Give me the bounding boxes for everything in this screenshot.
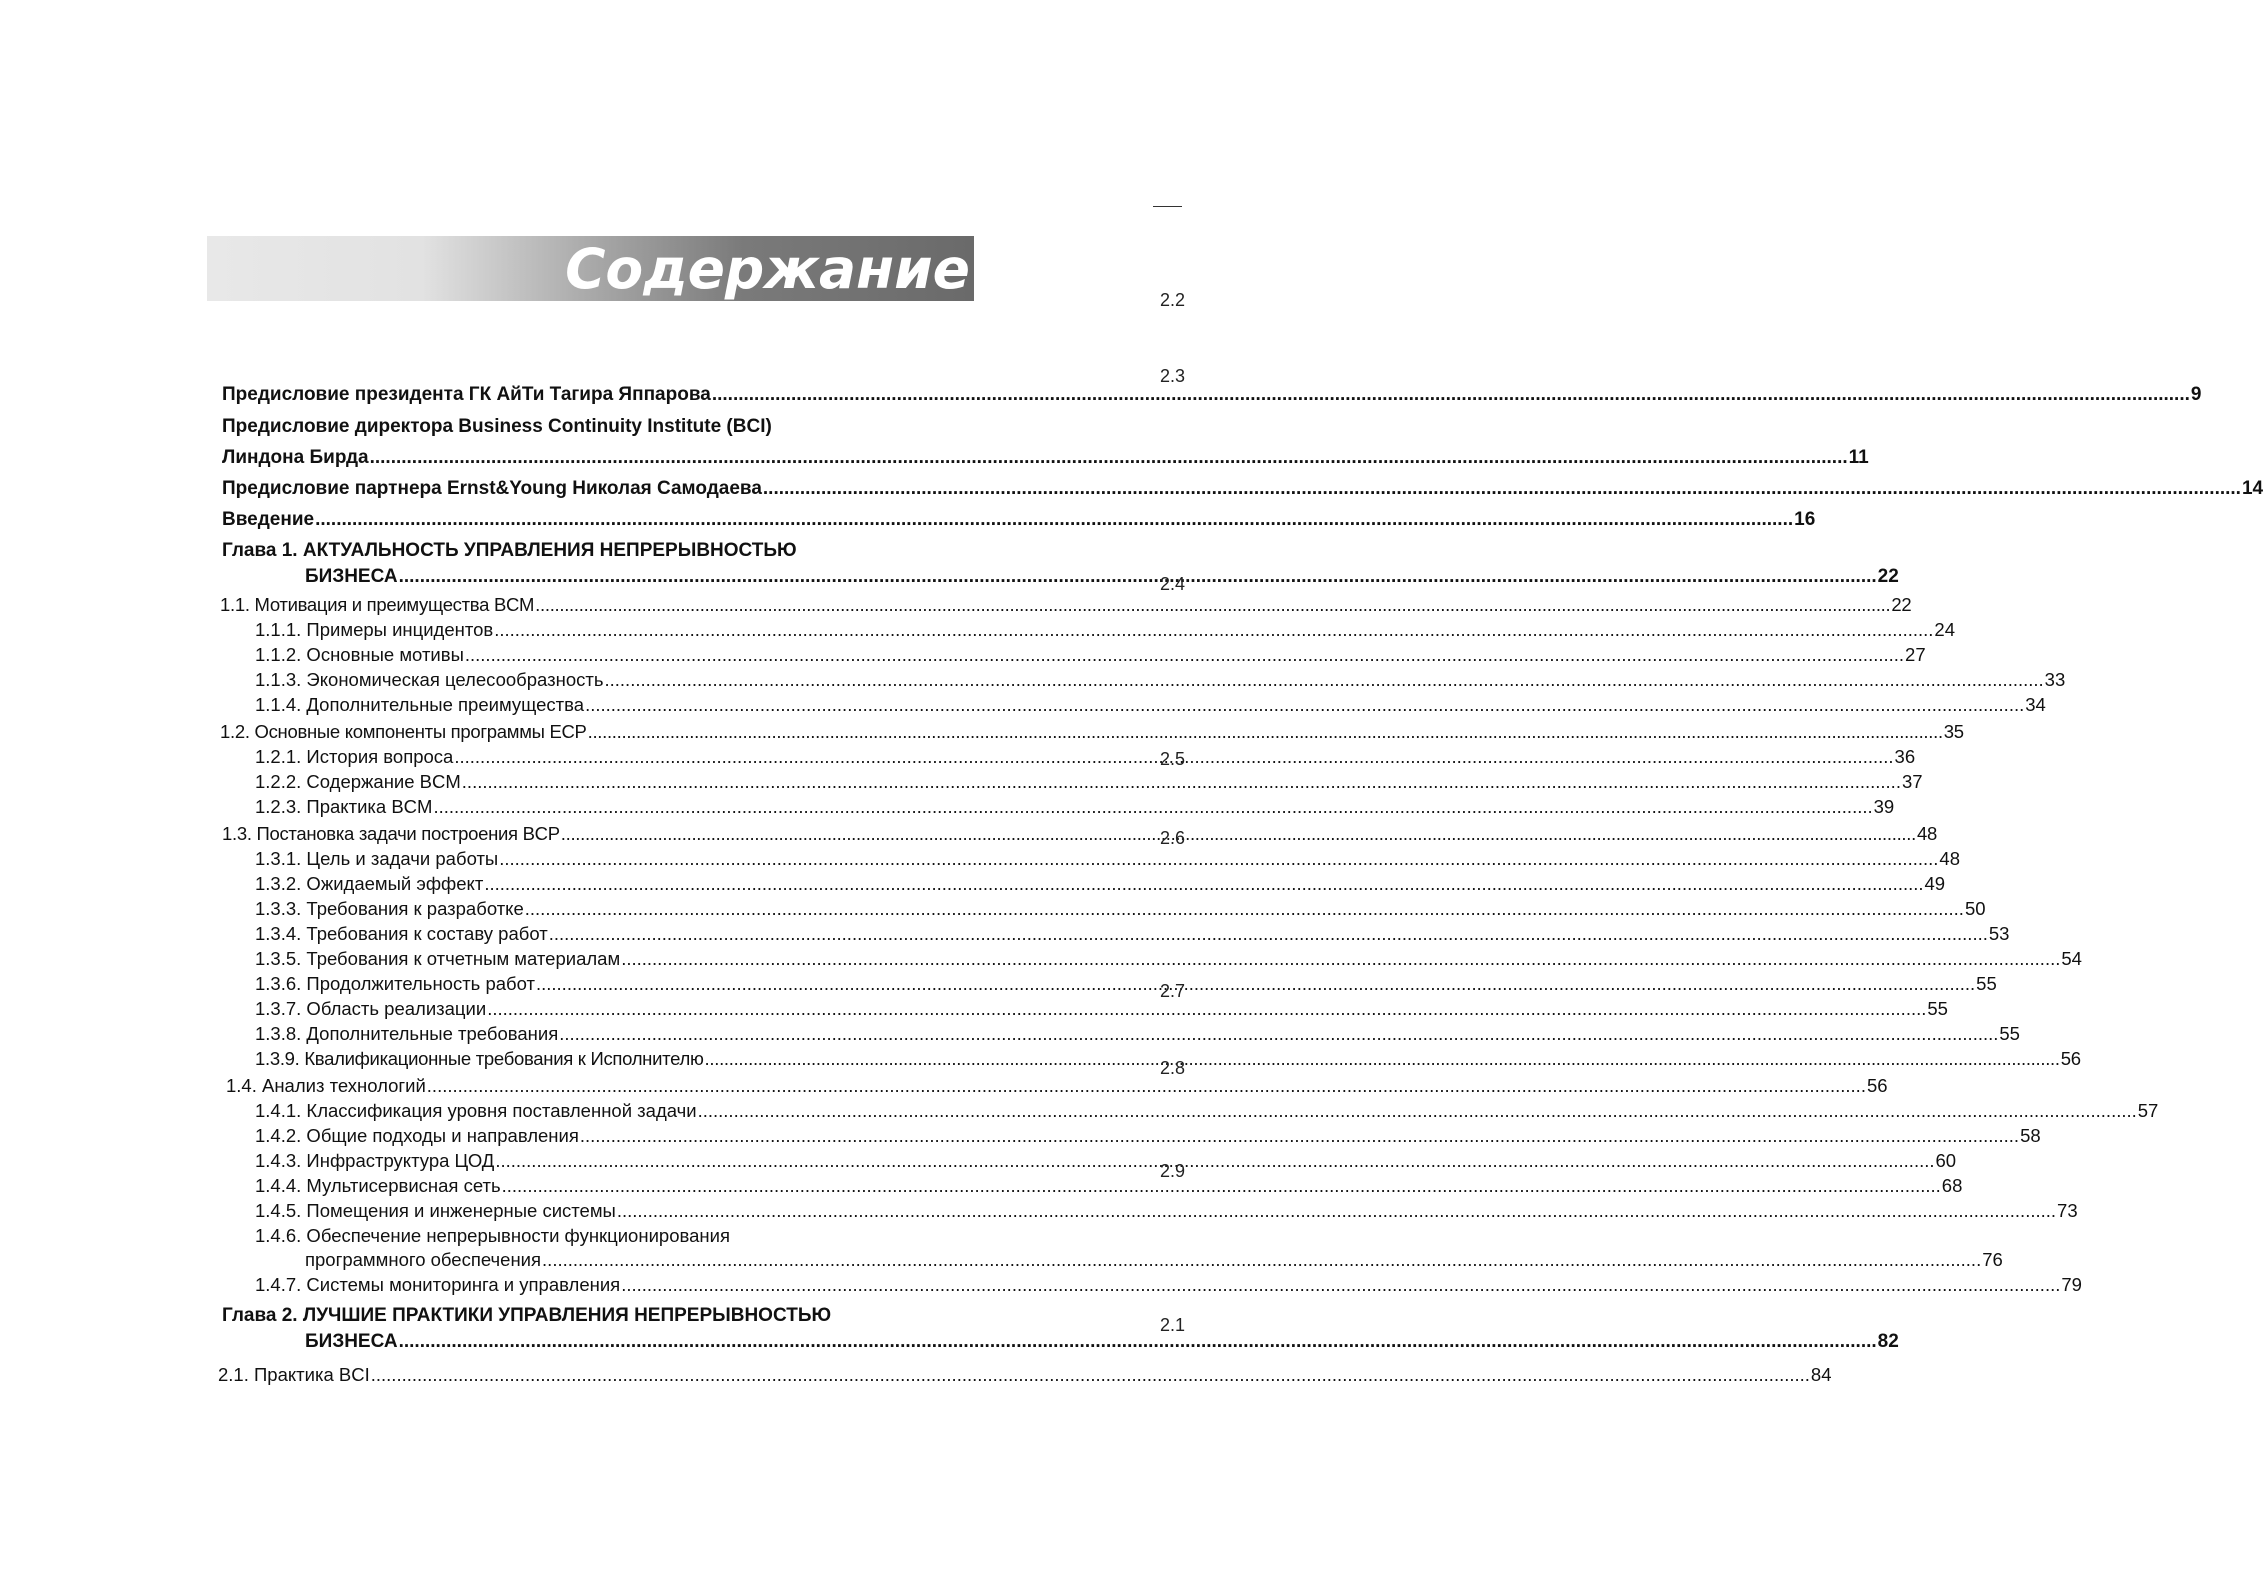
toc-entry-label: 1.3.4. Требования к составу работ — [255, 923, 548, 944]
next-page-fragment: 2.4 — [1160, 574, 1186, 594]
toc-entry-label: 1.3.6. Продолжительность работ — [255, 973, 535, 994]
toc-entry-1-4-5[interactable] — [255, 1199, 2078, 1223]
toc-page-number: 56 — [1866, 1075, 1888, 1096]
leader-dots — [502, 1174, 1941, 1198]
toc-entry-label: 1.3.2. Ожидаемый эффект — [255, 873, 484, 894]
toc-entry-label: 1.3.8. Дополнительные требования — [255, 1023, 559, 1044]
leader-dots — [712, 383, 2190, 407]
toc-entry-label: БИЗНЕСА — [305, 1331, 398, 1352]
toc-entry-1-4-6[interactable] — [305, 1248, 2003, 1272]
leader-dots — [371, 1363, 1810, 1387]
toc-entry-preface-ey[interactable] — [222, 477, 2263, 501]
toc-entry-chapter2[interactable] — [305, 1330, 1899, 1354]
toc-entry-label: 1.3. Постановка задачи построения BCP — [222, 823, 560, 844]
leader-dots — [536, 972, 1975, 996]
leader-dots — [617, 1199, 2056, 1223]
toc-entry-label: 1.3.7. Область реализации — [255, 998, 487, 1019]
toc-entry-2-1[interactable] — [218, 1363, 1832, 1387]
toc-entry-preface-bci-line1[interactable]: Предисловие директора Business Continuity Institute (BCI) — [222, 416, 772, 437]
leader-dots — [427, 1074, 1866, 1098]
toc-entry-1-1-3[interactable] — [255, 668, 2066, 692]
leader-dots — [499, 847, 1938, 871]
leader-dots — [698, 1099, 2137, 1123]
leader-dots — [465, 643, 1904, 667]
toc-entry-1-2-2[interactable] — [255, 770, 1923, 794]
next-page-fragment: 2.6 — [1160, 828, 1186, 848]
toc-page-number: 22 — [1891, 594, 1912, 615]
toc-page-number: 68 — [1941, 1175, 1963, 1196]
toc-entry-intro[interactable] — [222, 508, 1816, 532]
toc-entry-label: Линдона Бирда — [222, 447, 369, 468]
toc-page-number: 24 — [1934, 619, 1955, 640]
toc-chapter2-line1[interactable]: Глава 2. ЛУЧШИЕ ПРАКТИКИ УПРАВЛЕНИЯ НЕПРЕРЫВНОСТЬЮ — [222, 1305, 832, 1326]
leader-dots — [315, 508, 1793, 532]
next-page-rule — [1153, 206, 1182, 207]
toc-entry-label: 1.2.1. История вопроса — [255, 746, 454, 767]
toc-entry-1-1-4[interactable] — [255, 693, 2046, 717]
leader-dots — [585, 693, 2024, 717]
toc-page-number: 54 — [2061, 948, 2082, 969]
toc-entry-1-4-2[interactable] — [255, 1124, 2041, 1148]
toc-entry-1-3-8[interactable] — [255, 1022, 2020, 1046]
toc-page-number: 22 — [1877, 566, 1899, 587]
toc-page-number: 34 — [2025, 694, 2046, 715]
toc-entry-1-1-1[interactable] — [255, 618, 1955, 642]
toc-page-number: 37 — [1901, 771, 1923, 792]
toc-entry-label: Введение — [222, 509, 315, 530]
toc-page-number: 55 — [1999, 1023, 2020, 1044]
toc-page-number: 55 — [1927, 998, 1948, 1019]
leader-dots — [705, 1047, 2060, 1071]
leader-dots — [399, 1330, 1877, 1354]
toc-entry-label: 1.3.3. Требования к разработке — [255, 898, 524, 919]
toc-entry-label: 1.4.1. Классификация уровня поставленной задачи — [255, 1100, 697, 1121]
toc-entry-label: БИЗНЕСА — [305, 566, 398, 587]
leader-dots — [559, 1022, 1998, 1046]
toc-page-number: 84 — [1810, 1364, 1832, 1385]
toc-chapter1-line1[interactable]: Глава 1. АКТУАЛЬНОСТЬ УПРАВЛЕНИЯ НЕПРЕРЫВНОСТЬЮ — [222, 540, 797, 561]
next-page-fragment: 2.7 — [1160, 981, 1186, 1001]
toc-entry-label: 1.4.2. Общие подходы и направления — [255, 1125, 579, 1146]
toc-page-number: 55 — [1976, 973, 1997, 994]
toc-entry-label: 1.2. Основные компоненты программы ECP — [220, 721, 587, 742]
toc-entry-1-4-4[interactable] — [255, 1174, 1963, 1198]
toc-entry-label: программного обеспечения — [305, 1249, 542, 1270]
toc-entry-1-4-7[interactable] — [255, 1273, 2082, 1297]
toc-page-number: 14 — [2241, 478, 2263, 499]
next-page-fragment: 2.8 — [1160, 1058, 1186, 1078]
next-page-fragment: 2.2 — [1160, 290, 1186, 310]
toc-entry-1-2[interactable] — [220, 720, 1964, 744]
toc-page-number: 48 — [1916, 823, 1937, 844]
toc-entry-1-4-6-line1[interactable]: 1.4.6. Обеспечение непрерывности функционирования — [255, 1225, 730, 1246]
toc-entry-label: 1.4.4. Мультисервисная сеть — [255, 1175, 501, 1196]
leader-dots — [605, 668, 2044, 692]
leader-dots — [561, 822, 1916, 846]
toc-entry-1-1-2[interactable] — [255, 643, 1926, 667]
leader-dots — [621, 1273, 2060, 1297]
toc-entry-label: Предисловие президента ГК АйТи Тагира Яппарова — [222, 384, 711, 405]
page-title: Содержание — [565, 237, 970, 301]
next-page-fragment: 2.9 — [1160, 1161, 1186, 1181]
next-page-fragment: 2.1 — [1160, 1315, 1186, 1335]
toc-entry-label: 1.3.9. Квалификационные требования к Исполнителю — [255, 1048, 704, 1069]
toc-page-number: 73 — [2057, 1200, 2078, 1221]
toc-entry-1-2-3[interactable] — [255, 795, 1895, 819]
leader-dots — [588, 720, 1943, 744]
leader-dots — [484, 872, 1923, 896]
toc-page-number: 16 — [1794, 509, 1816, 530]
toc-page-number: 56 — [2060, 1048, 2081, 1069]
toc-entry-label: 1.3.5. Требования к отчетным материалам — [255, 948, 621, 969]
toc-entry-label: 2.1. Практика BCI — [218, 1364, 370, 1385]
toc-page-number: 49 — [1924, 873, 1946, 894]
toc-entry-label: 1.1. Мотивация и преимущества BCM — [220, 594, 535, 615]
toc-entry-label: 1.4. Анализ технологий — [226, 1075, 426, 1096]
toc-page-number: 76 — [1982, 1249, 2003, 1270]
toc-entry-1-3-4[interactable] — [255, 922, 2010, 946]
toc-entry-1-4[interactable] — [226, 1074, 1888, 1098]
leader-dots — [621, 947, 2060, 971]
toc-page-number: 33 — [2044, 669, 2066, 690]
toc-entry-label: 1.2.2. Содержание BCM — [255, 771, 461, 792]
toc-entry-label: 1.1.4. Дополнительные преимущества — [255, 694, 585, 715]
toc-page-number: 82 — [1877, 1331, 1899, 1352]
toc-page-number: 50 — [1964, 898, 1986, 919]
toc-entry-1-3-1[interactable] — [255, 847, 1960, 871]
toc-entry-label: 1.4.7. Системы мониторинга и управления — [255, 1274, 621, 1295]
toc-page-number: 35 — [1943, 721, 1964, 742]
leader-dots — [399, 565, 1877, 589]
leader-dots — [433, 795, 1872, 819]
toc-entry-label: 1.1.3. Экономическая целесообразность — [255, 669, 604, 690]
toc-entry-label: 1.4.5. Помещения и инженерные системы — [255, 1200, 616, 1221]
toc-entry-1-3-3[interactable] — [255, 897, 1986, 921]
toc-page-number: 39 — [1873, 796, 1895, 817]
toc-entry-1-3-5[interactable] — [255, 947, 2082, 971]
toc-page-number: 11 — [1848, 447, 1869, 468]
toc-entry-1-1[interactable] — [220, 593, 1912, 617]
toc-entry-label: Предисловие партнера Ernst&Young Николая Самодаева — [222, 478, 762, 499]
toc-page-number: 9 — [2190, 384, 2202, 405]
toc-entry-label: 1.4.3. Инфраструктура ЦОД — [255, 1150, 495, 1171]
leader-dots — [487, 997, 1926, 1021]
title-banner — [207, 236, 974, 301]
toc-entry-preface-president[interactable] — [222, 383, 2202, 407]
toc-entry-label: 1.2.3. Практика BCM — [255, 796, 433, 817]
leader-dots — [494, 618, 1933, 642]
leader-dots — [549, 922, 1988, 946]
toc-entry-label: 1.1.2. Основные мотивы — [255, 644, 464, 665]
toc-entry-1-3-7[interactable] — [255, 997, 1948, 1021]
toc-page-number: 79 — [2061, 1274, 2082, 1295]
toc-entry-label: 1.3.1. Цель и задачи работы — [255, 848, 499, 869]
toc-entry-preface-bci[interactable] — [222, 446, 1869, 470]
next-page-fragment: 2.3 — [1160, 366, 1186, 386]
next-page-fragment: 2.5 — [1160, 749, 1186, 769]
toc-page-number: 53 — [1988, 923, 2010, 944]
toc-page-number: 36 — [1894, 746, 1916, 767]
toc-page-number: 60 — [1935, 1150, 1957, 1171]
leader-dots — [763, 477, 2241, 501]
leader-dots — [542, 1248, 1981, 1272]
leader-dots — [535, 593, 1890, 617]
leader-dots — [525, 897, 1964, 921]
leader-dots — [580, 1124, 2019, 1148]
toc-entry-label: 1.1.1. Примеры инцидентов — [255, 619, 494, 640]
toc-page-number: 58 — [2020, 1125, 2041, 1146]
toc-page-number: 57 — [2137, 1100, 2159, 1121]
toc-entry-1-3-2[interactable] — [255, 872, 1946, 896]
leader-dots — [495, 1149, 1934, 1173]
leader-dots — [462, 770, 1901, 794]
leader-dots — [370, 446, 1848, 470]
toc-page-number: 48 — [1939, 848, 1960, 869]
toc-entry-1-4-1[interactable] — [255, 1099, 2159, 1123]
toc-page-number: 27 — [1905, 644, 1926, 665]
